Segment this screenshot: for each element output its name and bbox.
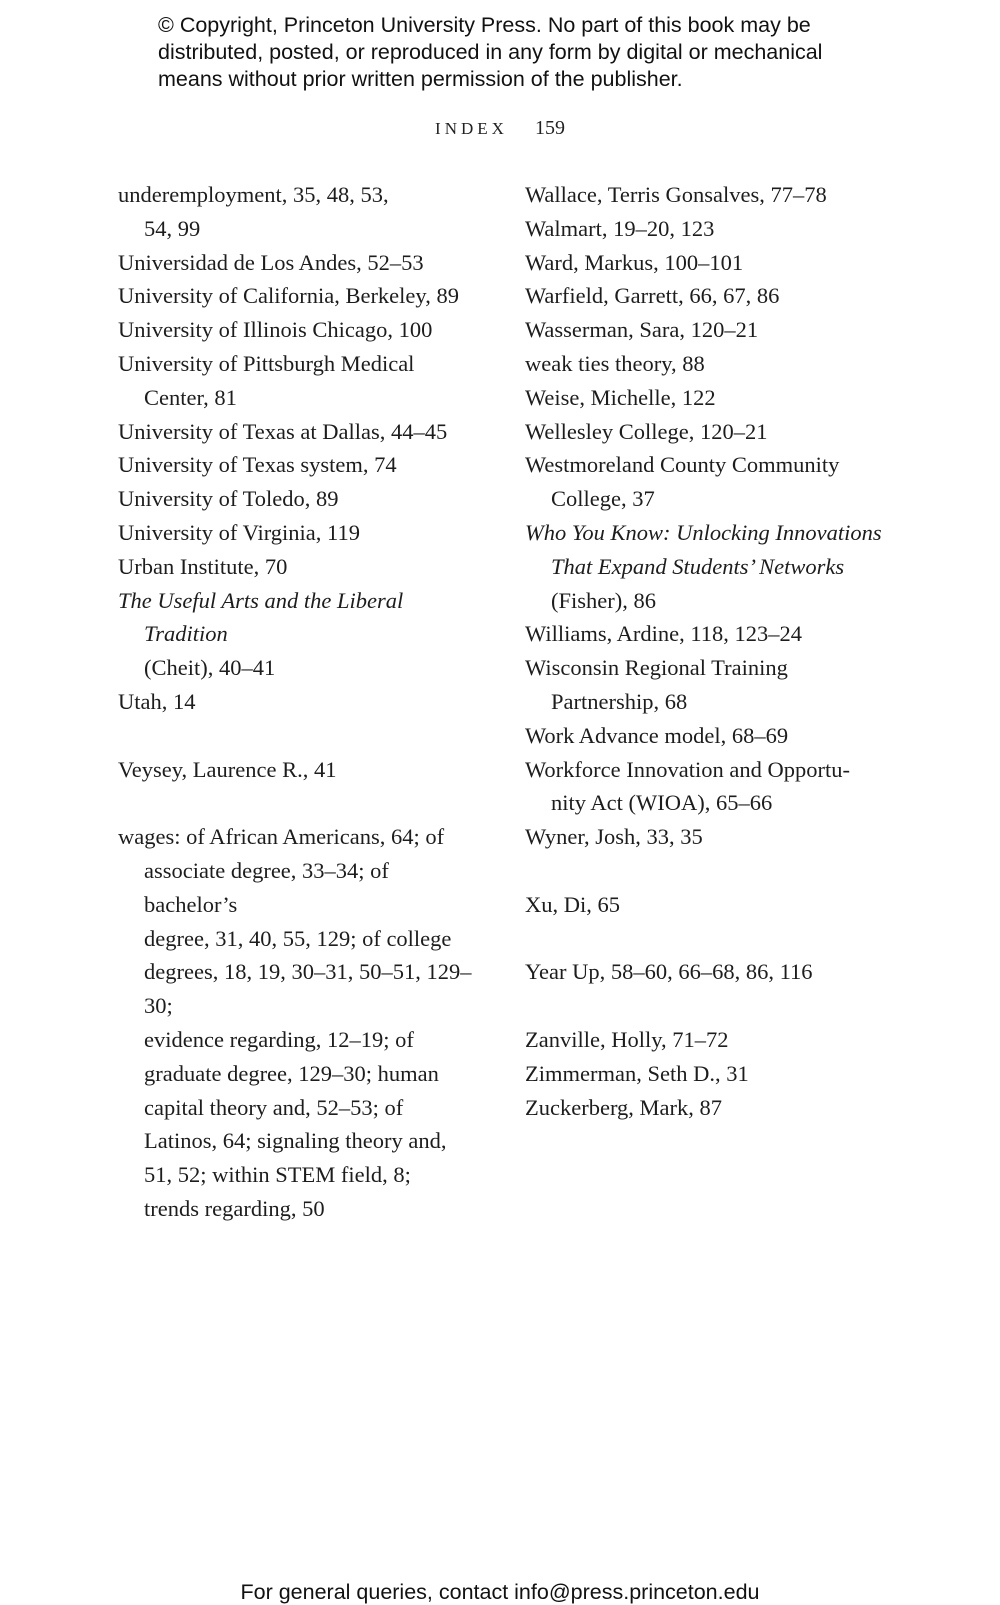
index-entry-line: Work Advance model, 68–69 — [525, 722, 789, 748]
index-entry-line: University of Texas at Dallas, 44–45 — [118, 418, 448, 444]
index-entry-line: graduate degree, 129–30; human — [144, 1060, 439, 1086]
index-entry-line: Wasserman, Sara, 120–21 — [525, 317, 759, 343]
index-entry — [525, 1091, 905, 1125]
letter-group-gap — [525, 922, 905, 956]
running-head-label: INDEX — [435, 119, 508, 138]
index-entry — [118, 482, 483, 516]
index-entry-line: weak ties theory, 88 — [525, 350, 705, 376]
index-entry-line: Partnership, 68 — [551, 688, 688, 714]
index-entry-line: Wellesley College, 120–21 — [525, 418, 768, 444]
index-entry-line: wages: of African Americans, 64; of — [118, 824, 445, 850]
index-entry — [525, 1023, 905, 1057]
index-entry — [525, 753, 905, 821]
index-entry-line: Universidad de Los Andes, 52–53 — [118, 249, 424, 275]
index-entry — [525, 313, 905, 347]
index-entry-line: University of Virginia, 119 — [118, 519, 360, 545]
index-entry-line: Warfield, Garrett, 66, 67, 86 — [525, 283, 780, 309]
index-entry — [525, 178, 905, 212]
index-entry-line: University of Texas system, 74 — [118, 452, 397, 478]
index-entry — [525, 955, 905, 989]
index-entry — [118, 415, 483, 449]
index-entry — [525, 888, 905, 922]
letter-group-gap — [525, 854, 905, 888]
index-entry-line: Center, 81 — [144, 384, 237, 410]
index-entry — [525, 617, 905, 651]
index-entry-line: Weise, Michelle, 122 — [525, 384, 716, 410]
index-entry — [525, 820, 905, 854]
index-entry — [118, 178, 483, 246]
index-entry-line: degrees, 18, 19, 30–31, 50–51, 129–30; — [144, 959, 472, 1019]
index-entry — [525, 651, 905, 719]
index-entry-line: associate degree, 33–34; of bachelor’s — [144, 857, 389, 917]
index-entry-line: Latinos, 64; signaling theory and, — [144, 1128, 447, 1154]
index-entry — [118, 516, 483, 550]
index-entry-line: Ward, Markus, 100–101 — [525, 249, 744, 275]
index-entry-line: University of Illinois Chicago, 100 — [118, 317, 433, 343]
page-number: 159 — [534, 117, 565, 139]
index-entry-line: Wyner, Josh, 33, 35 — [525, 824, 703, 850]
running-head — [0, 117, 1000, 140]
index-entry — [525, 516, 905, 617]
index-entry-title: Who You Know: Unlocking Innovations — [525, 519, 882, 545]
index-entry — [525, 347, 905, 381]
letter-group-gap — [525, 989, 905, 1023]
index-entry — [525, 279, 905, 313]
index-entry-line: Urban Institute, 70 — [118, 553, 288, 579]
index-entry — [118, 753, 483, 787]
copyright-notice: © Copyright, Princeton University Press. No part of this book may be distributed, posted, or reproduced in any form by digital or mechanical means without prior written permission of the publisher. — [158, 13, 823, 91]
index-entry-line: Workforce Innovation and Opportu- — [525, 756, 850, 782]
index-entry-line: Zimmerman, Seth D., 31 — [525, 1060, 749, 1086]
index-entry-line: nity Act (WIOA), 65–66 — [551, 790, 773, 816]
index-entry-line: Westmoreland County Community — [525, 452, 840, 478]
index-entry — [118, 347, 483, 415]
index-entry — [118, 820, 483, 1226]
index-entry-line: Year Up, 58–60, 66–68, 86, 116 — [525, 959, 813, 985]
index-entry — [525, 1057, 905, 1091]
index-entry-title: The Useful Arts and the Liberal Tradition — [118, 587, 404, 647]
index-entry — [118, 448, 483, 482]
index-entry-line: Zanville, Holly, 71–72 — [525, 1026, 729, 1052]
index-entry-line: Walmart, 19–20, 123 — [525, 215, 715, 241]
index-entry — [118, 685, 483, 719]
index-entry-line: capital theory and, 52–53; of — [144, 1094, 404, 1120]
index-entry — [118, 279, 483, 313]
letter-group-gap — [118, 786, 483, 820]
index-entry-line: University of Toledo, 89 — [118, 486, 339, 512]
index-entry — [525, 212, 905, 246]
index-entry-line: University of Pittsburgh Medical — [118, 350, 415, 376]
footer-contact: For general queries, contact info@press.princeton.edu — [240, 1580, 760, 1604]
letter-group-gap — [118, 719, 483, 753]
index-entry-line: trends regarding, 50 — [144, 1195, 325, 1221]
index-entry — [525, 246, 905, 280]
index-entry-line: Wisconsin Regional Training — [525, 655, 788, 681]
index-entry-line: University of California, Berkeley, 89 — [118, 283, 459, 309]
index-entry-line: underemployment, 35, 48, 53, — [118, 182, 389, 207]
index-entry-line: Wallace, Terris Gonsalves, 77–78 — [525, 182, 827, 207]
index-entry-title: That Expand Students’ Networks — [551, 553, 845, 579]
index-entry-line: Xu, Di, 65 — [525, 891, 620, 917]
index-entry-line: (Cheit), 40–41 — [144, 655, 276, 681]
index-column-left — [118, 178, 483, 1226]
index-entry — [118, 550, 483, 584]
index-entry-line: evidence regarding, 12–19; of — [144, 1026, 414, 1052]
index-entry — [118, 584, 483, 685]
index-entry — [118, 246, 483, 280]
index-entry — [525, 381, 905, 415]
index-entry-line: 54, 99 — [144, 215, 201, 241]
index-entry-line: Williams, Ardine, 118, 123–24 — [525, 621, 802, 647]
index-entry-line: Veysey, Laurence R., 41 — [118, 756, 337, 782]
index-entry-line: Zuckerberg, Mark, 87 — [525, 1094, 723, 1120]
index-entry — [525, 719, 905, 753]
index-entry — [525, 448, 905, 516]
index-entry-line: degree, 31, 40, 55, 129; of college — [144, 925, 452, 951]
index-entry-line: (Fisher), 86 — [551, 587, 656, 613]
index-entry-line: Utah, 14 — [118, 688, 196, 714]
index-column-right — [525, 178, 905, 1124]
index-entry-line: 51, 52; within STEM field, 8; — [144, 1162, 411, 1188]
index-entry-line: College, 37 — [551, 486, 655, 512]
index-entry — [118, 313, 483, 347]
index-entry — [525, 415, 905, 449]
